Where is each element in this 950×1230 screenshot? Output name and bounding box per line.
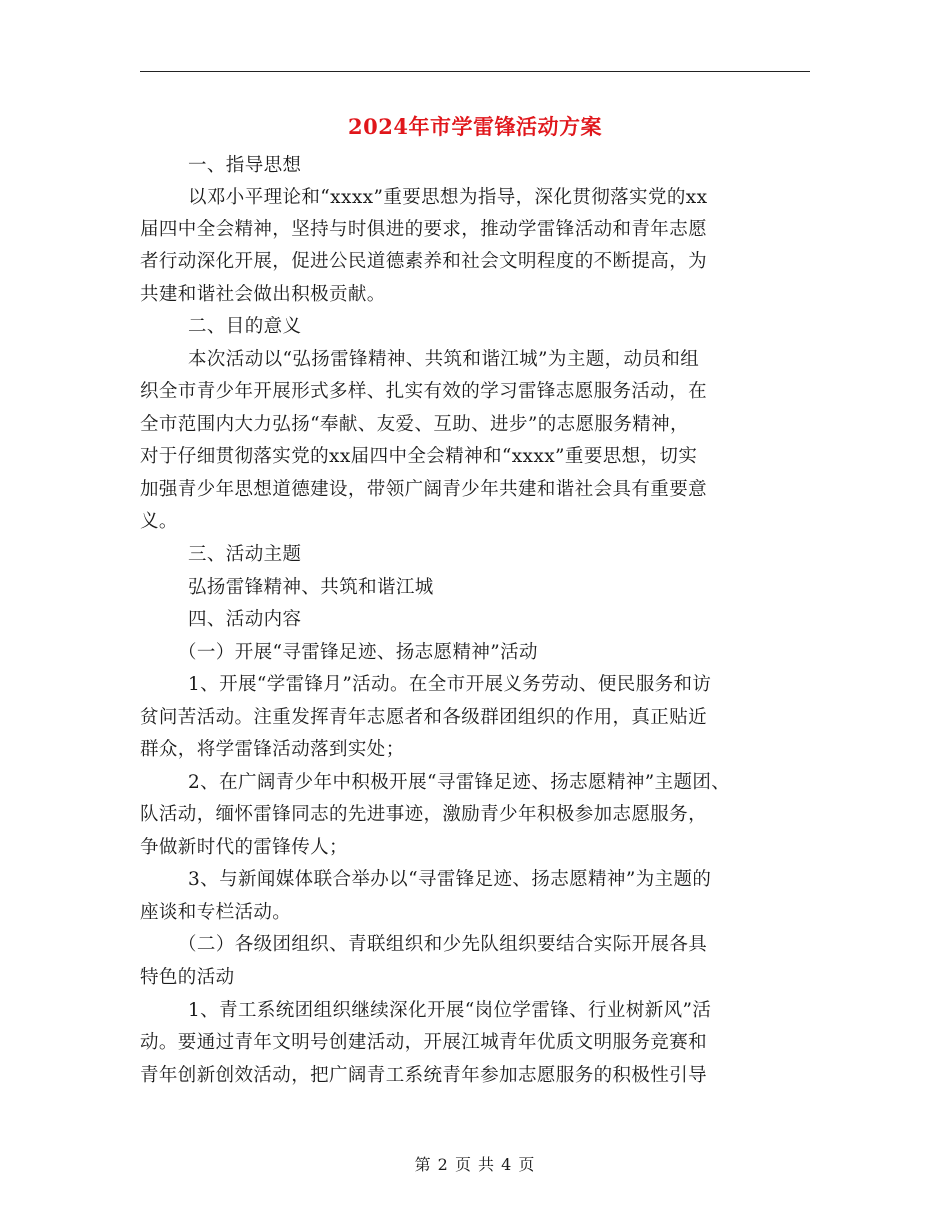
- paragraph-line: 争做新时代的雷锋传人；: [140, 837, 348, 858]
- paragraph-line: 3、与新闻媒体联合举办以“寻雷锋足迹、扬志愿精神”为主题的: [188, 869, 712, 890]
- paragraph-line: 共建和谐社会做出积极贡献。: [140, 284, 386, 305]
- subsection-heading-1: （一）开展“寻雷锋足迹、扬志愿精神”活动: [178, 642, 538, 663]
- paragraph-line: 特色的活动: [140, 967, 235, 988]
- paragraph-line: 座谈和专栏活动。: [140, 902, 292, 923]
- page-number: 第 2 页 共 4 页: [414, 1155, 536, 1174]
- document-title: 2024年市学雷锋活动方案: [348, 114, 602, 139]
- subsection-heading-2: （二）各级团组织、青联组织和少先队组织要结合实际开展各具: [178, 934, 708, 955]
- paragraph-line: 贫问苦活动。注重发挥青年志愿者和各级群团组织的作用，真正贴近: [140, 707, 708, 728]
- header-rule: [140, 71, 810, 72]
- paragraph-line: 织全市青少年开展形式多样、扎实有效的学习雷锋志愿服务活动，在: [140, 381, 708, 402]
- section-heading-1: 一、指导思想: [188, 155, 302, 176]
- paragraph-line: 者行动深化开展，促进公民道德素养和社会文明程度的不断提高，为: [140, 251, 708, 272]
- paragraph-line: 队活动，缅怀雷锋同志的先进事迹，激励青少年积极参加志愿服务，: [140, 804, 708, 825]
- section-heading-3: 三、活动主题: [188, 544, 302, 565]
- paragraph-line: 对于仔细贯彻落实党的xx届四中全会精神和“xxxx”重要思想，切实: [140, 446, 698, 467]
- paragraph-line: 义。: [140, 511, 178, 532]
- section-heading-4: 四、活动内容: [188, 609, 302, 630]
- paragraph-line: 弘扬雷锋精神、共筑和谐江城: [188, 577, 434, 598]
- paragraph-line: 加强青少年思想道德建设，带领广阔青少年共建和谐社会具有重要意: [140, 479, 708, 500]
- paragraph-line: 群众，将学雷锋活动落到实处；: [140, 739, 405, 760]
- paragraph-line: 1、开展“学雷锋月”活动。在全市开展义务劳动、便民服务和访: [188, 674, 712, 695]
- paragraph-line: 动。要通过青年文明号创建活动，开展江城青年优质文明服务竞赛和: [140, 1032, 708, 1053]
- paragraph-line: 1、青工系统团组织继续深化开展“岗位学雷锋、行业树新风”活: [188, 1000, 712, 1021]
- paragraph-line: 以邓小平理论和“xxxx”重要思想为指导，深化贯彻落实党的xx: [188, 187, 708, 208]
- paragraph-line: 2、在广阔青少年中积极开展“寻雷锋足迹、扬志愿精神”主题团、: [188, 772, 731, 793]
- paragraph-line: 全市范围内大力弘扬“奉献、友爱、互助、进步”的志愿服务精神，: [140, 414, 689, 435]
- paragraph-line: 青年创新创效活动，把广阔青工系统青年参加志愿服务的积极性引导: [140, 1065, 708, 1086]
- paragraph-line: 届四中全会精神，坚持与时俱进的要求，推动学雷锋活动和青年志愿: [140, 219, 708, 240]
- paragraph-line: 本次活动以“弘扬雷锋精神、共筑和谐江城”为主题，动员和组: [188, 349, 700, 370]
- section-heading-2: 二、目的意义: [188, 316, 302, 337]
